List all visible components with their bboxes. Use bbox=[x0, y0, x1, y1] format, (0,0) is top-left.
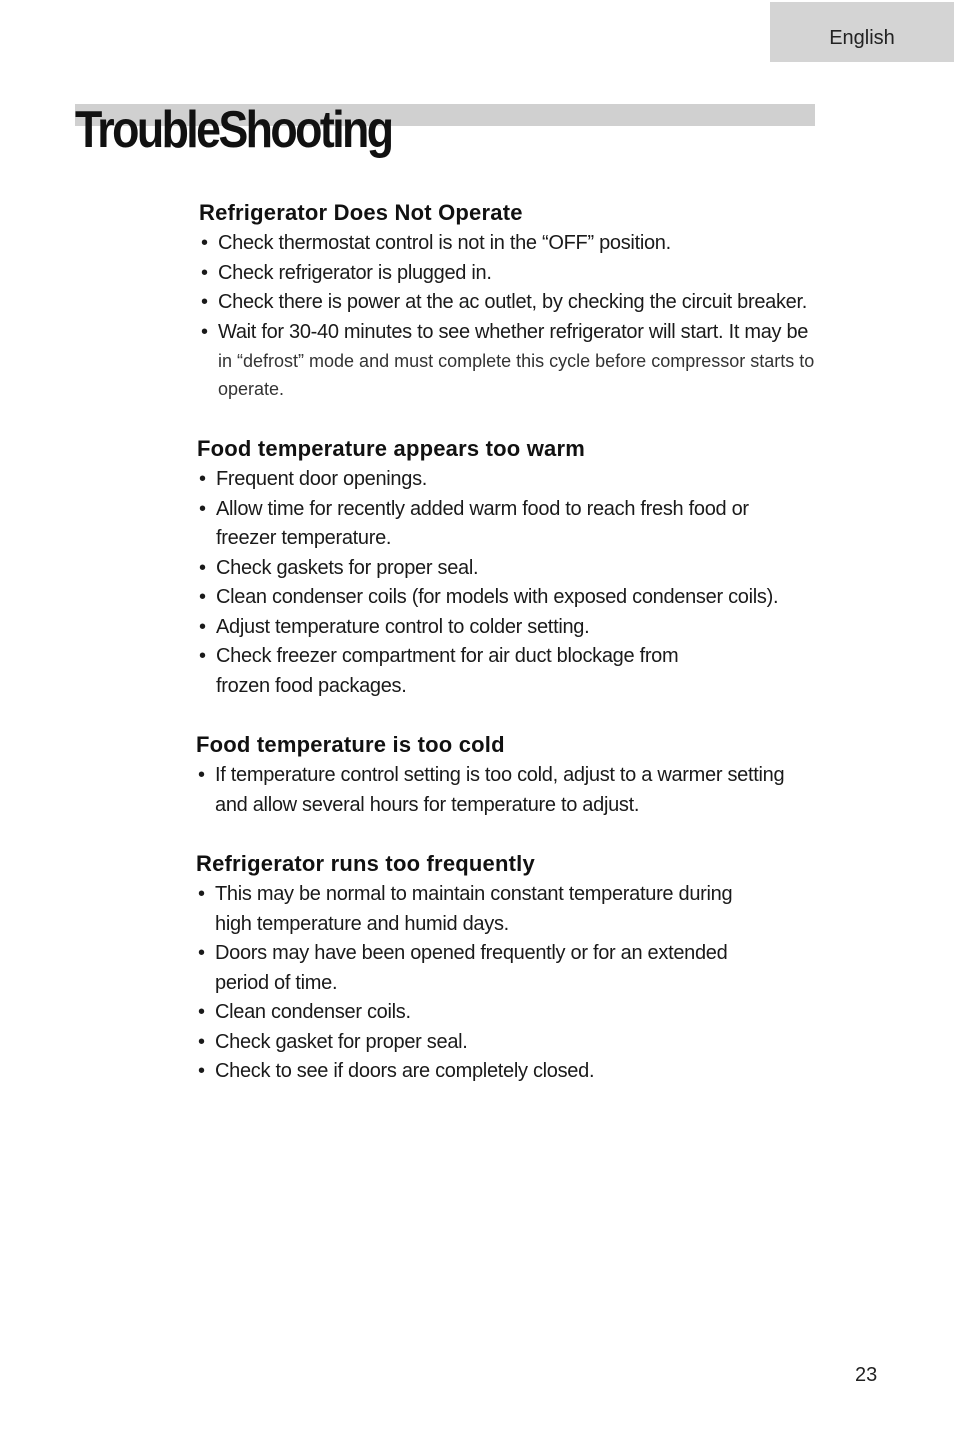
section-refrigerator-does-not-operate bbox=[199, 199, 858, 403]
bullet-list bbox=[199, 229, 858, 403]
bullet-list bbox=[196, 761, 815, 820]
bullet-icon: • bbox=[201, 261, 208, 284]
bullet-icon: • bbox=[199, 645, 206, 667]
section-heading: Refrigerator runs too frequently bbox=[196, 851, 535, 876]
list-item: • Clean condenser coils. bbox=[196, 998, 760, 1028]
bullet-icon: • bbox=[198, 883, 205, 905]
bullet-icon: • bbox=[199, 586, 206, 608]
section-heading: Refrigerator Does Not Operate bbox=[199, 200, 523, 225]
list-item: • Wait for 30-40 minutes to see whether refrigerator will start. It may be in “defrost” mode and must complete this cycle before compressor starts to operate. bbox=[199, 318, 858, 404]
list-item: • Doors may have been opened frequently or for an extended period of time. bbox=[196, 939, 760, 998]
language-tab bbox=[770, 2, 954, 62]
bullet-icon: • bbox=[201, 232, 208, 254]
bullet-icon: • bbox=[199, 497, 206, 520]
page-title: TroubleShooting bbox=[75, 101, 392, 159]
bullet-icon: • bbox=[199, 615, 206, 638]
bullet-icon: • bbox=[199, 468, 206, 490]
list-item: • Check gaskets for proper seal. bbox=[197, 554, 816, 584]
list-item: • Check gasket for proper seal. bbox=[196, 1028, 760, 1058]
list-item: • Frequent door openings. bbox=[197, 465, 816, 495]
bullet-icon: • bbox=[199, 556, 206, 579]
list-item: • Check thermostat control is not in the “OFF” position. bbox=[199, 229, 858, 259]
list-item: • Adjust temperature control to colder setting. bbox=[197, 613, 816, 643]
list-item: • Check to see if doors are completely closed. bbox=[196, 1057, 760, 1087]
section-runs-too-frequently bbox=[196, 850, 760, 1087]
list-item: • Check there is power at the ac outlet, by checking the circuit breaker. bbox=[199, 288, 858, 318]
list-item: • This may be normal to maintain constant temperature during high temperature and humid days. bbox=[196, 880, 760, 939]
bullet-icon: • bbox=[198, 942, 205, 964]
section-heading: Food temperature is too cold bbox=[196, 732, 505, 757]
bullet-icon: • bbox=[201, 291, 208, 313]
bullet-list bbox=[196, 880, 760, 1087]
bullet-icon: • bbox=[198, 1030, 205, 1053]
list-item: • Allow time for recently added warm food to reach fresh food or freezer temperature. bbox=[197, 495, 786, 554]
language-label: English bbox=[829, 26, 895, 49]
bullet-list bbox=[197, 465, 826, 701]
bullet-icon: • bbox=[198, 1001, 205, 1023]
bullet-icon: • bbox=[201, 320, 208, 343]
page-number: 23 bbox=[855, 1364, 878, 1386]
bullet-icon: • bbox=[198, 1060, 205, 1082]
list-item-continuation: in “defrost” mode and must complete this cycle before compressor starts to operate. bbox=[218, 351, 815, 399]
section-food-too-cold bbox=[196, 731, 815, 820]
section-food-too-warm bbox=[197, 435, 826, 701]
list-item: • Check refrigerator is plugged in. bbox=[199, 259, 858, 289]
section-heading: Food temperature appears too warm bbox=[197, 436, 586, 461]
list-item: • If temperature control setting is too cold, adjust to a warmer setting and allow several hours for temperature to adjust. bbox=[196, 761, 815, 820]
list-item: • Check freezer compartment for air duct blockage from frozen food packages. bbox=[197, 642, 716, 701]
bullet-icon: • bbox=[198, 764, 205, 786]
list-item: • Clean condenser coils (for models with exposed condenser coils). bbox=[197, 583, 826, 613]
